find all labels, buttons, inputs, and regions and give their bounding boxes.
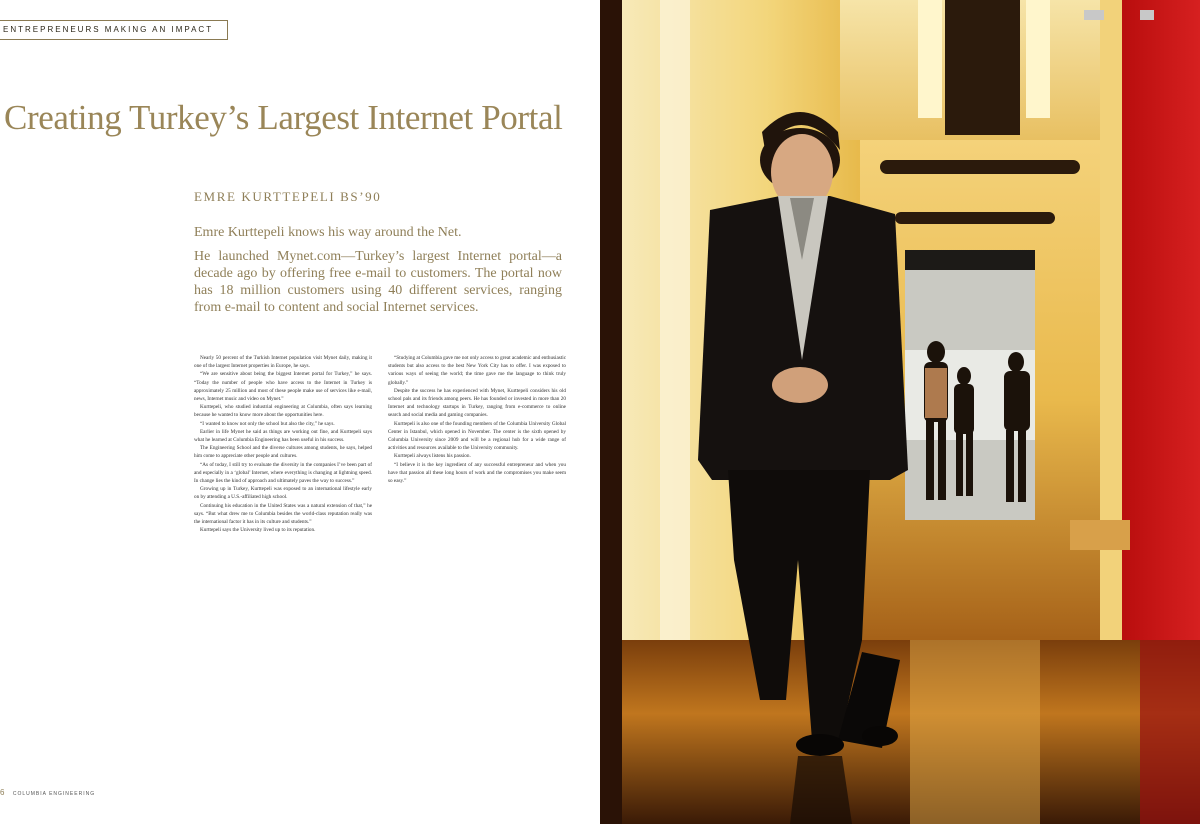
article-body (194, 354, 566, 764)
folio-label: COLUMBIA ENGINEERING (12, 791, 96, 797)
section-kicker: ENTREPRENEURS MAKING AN IMPACT (0, 20, 228, 40)
page-edge-shadow (600, 0, 622, 824)
man-reflection (790, 756, 852, 824)
body-paragraph: Continuing his education in the United States was a natural extension of that,” he says. “But what drew me to Columbia besides the world-class reputation really was the international factor it has in its culture and students.” (194, 502, 372, 526)
body-paragraph: Nearly 50 percent of the Turkish Internet population visit Mynet daily, making it one of the largest Internet properties in Europe, he says. (194, 355, 372, 370)
ceiling-light (918, 0, 942, 118)
woman-figure (925, 368, 947, 418)
body-paragraph: “I believe it is the key ingredient of any successful entrepreneur and when you have that passion all these long hours of work and the compromises you make seem so easy.” (388, 461, 566, 485)
body-paragraph: Despite the success he has experienced with Mynet, Kurttepeli considers his old school pals and its friends among peers. He has founded or invested in more than 20 Internet and technology startups in Turkey, ranging from e-commerce to online search and social media and gaming companies. (388, 387, 566, 419)
article-title: Creating Turkey’s Largest Internet Portal (4, 98, 563, 137)
body-paragraph: The Engineering School and the diverse cultures among students, he says, helped him come to appreciate other people and cultures. (194, 445, 372, 460)
body-paragraph: Kurttepeli, who studied industrial engineering at Columbia, often says learning because he wanted to know more about the opportunities here. (194, 404, 372, 419)
dek-paragraph: He launched Mynet.com—Turkey’s largest Internet portal—a decade ago by offering free e-mail to customers. The portal now has 18 million customers using 40 different services, ranging from e-mail to content and social Internet services. (194, 249, 562, 315)
body-paragraph: “We are sensitive about being the biggest Internet portal for Turkey,” he says. “Today the number of people who have access to the Internet in Turkey is approximately 25 million and most of these people make use of services like e-mail, news, Internet music and video on Mynet.” (194, 371, 372, 403)
floor-reflection (910, 640, 1040, 824)
page-number: 6 (0, 788, 6, 797)
page-folio (0, 788, 95, 797)
ceiling-light (1026, 0, 1050, 118)
portrait-photo (600, 0, 1200, 824)
article-dek (194, 224, 562, 323)
body-column-1 (194, 354, 372, 534)
corridor-arch (895, 212, 1055, 224)
body-paragraph: Kurttepeli says the University lived up to its reputation. (200, 527, 316, 534)
body-paragraph: “I wanted to know not only the school but also the city,” he says. (200, 420, 335, 427)
red-reflection (1140, 640, 1200, 824)
body-paragraph: “As of today, I still try to evaluate the diversity in the companies I’ve been part of and especially in a ‘global’ Internet, where everything is changing at lightning speed. In change lies the kind of approach and ultimately paves the way to success.” (194, 461, 372, 485)
body-column-2 (388, 354, 566, 485)
body-paragraph: Earlier in life Mynet he said as things are working out fine, and Kurttepeli says what he learned at Columbia Engineering has been useful in his success. (194, 428, 372, 444)
body-paragraph: Growing up in Turkey, Kurttepeli was exposed to an international lifestyle early on by attending a U.S.-affiliated high school. (194, 486, 372, 501)
corridor-arch (880, 160, 1080, 174)
article-byline: EMRE KURTTEPELI BS’90 (194, 189, 382, 204)
camera (1084, 10, 1104, 20)
bench (1070, 520, 1130, 550)
camera (1140, 10, 1154, 20)
dek-paragraph: Emre Kurttepeli knows his way around the Net. (194, 225, 462, 240)
corridor-portrait-illustration (600, 0, 1200, 824)
body-paragraph: Kurttepeli is also one of the founding members of the Columbia University Global Center in Istanbul, which opened in November. The center is the sixth opened by Columbia University since 2009 and will be a regional hub for a wide range of activities and resources available to the University community. (388, 420, 566, 452)
body-paragraph: “Studying at Columbia gave me not only access to great academic and enthusiastic students but also access to the best New York City has to offer. I was exposed to various ways of seeing the world; the time gave me the language to think truly globally.” (388, 355, 567, 386)
ceiling-beam (945, 0, 1020, 135)
body-paragraph: Kurttepeli always listens his passion. (394, 453, 471, 460)
window-top (905, 250, 1035, 270)
